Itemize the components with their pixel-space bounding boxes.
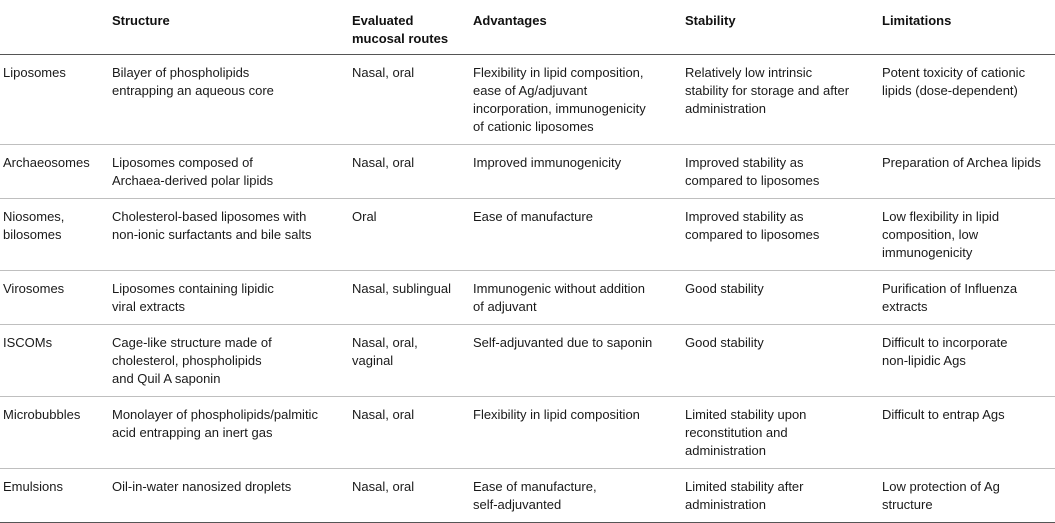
table-row — [0, 469, 1055, 523]
row-name: Archaeosomes — [0, 145, 104, 199]
table-row — [0, 145, 1055, 199]
row-name: Virosomes — [0, 271, 104, 325]
header-name — [0, 0, 104, 55]
row-advantages: Ease of manufacture, self-adjuvanted — [465, 469, 677, 523]
row-structure: Cage-like structure made of cholesterol, phospholipids and Quil A saponin — [104, 325, 344, 397]
row-advantages: Ease of manufacture — [465, 199, 677, 271]
row-name: Niosomes, bilosomes — [0, 199, 104, 271]
row-advantages: Self-adjuvanted due to saponin — [465, 325, 677, 397]
table-row — [0, 325, 1055, 397]
row-limitations: Preparation of Archea lipids — [874, 145, 1055, 199]
row-limitations: Purification of Influenza extracts — [874, 271, 1055, 325]
row-name: Emulsions — [0, 469, 104, 523]
row-limitations: Difficult to incorporate non-lipidic Ags — [874, 325, 1055, 397]
row-advantages: Flexibility in lipid composition, ease of Ag/adjuvant incorporation, immunogenicity of cationic liposomes — [465, 55, 677, 145]
row-advantages: Flexibility in lipid composition — [465, 397, 677, 469]
table-header — [0, 0, 1055, 55]
row-limitations: Potent toxicity of cationic lipids (dose-dependent) — [874, 55, 1055, 145]
row-stability: Relatively low intrinsic stability for storage and after administration — [677, 55, 874, 145]
row-routes: Nasal, oral — [344, 55, 465, 145]
table-row — [0, 55, 1055, 145]
table-row — [0, 271, 1055, 325]
header-row — [0, 0, 1055, 55]
row-name: Liposomes — [0, 55, 104, 145]
row-stability: Improved stability as compared to liposomes — [677, 199, 874, 271]
row-structure: Cholesterol-based liposomes with non-ionic surfactants and bile salts — [104, 199, 344, 271]
header-limitations: Limitations — [874, 0, 1055, 55]
table-row — [0, 397, 1055, 469]
row-structure: Monolayer of phospholipids/palmitic acid entrapping an inert gas — [104, 397, 344, 469]
row-limitations: Low protection of Ag structure — [874, 469, 1055, 523]
row-stability: Limited stability upon reconstitution and administration — [677, 397, 874, 469]
row-advantages: Immunogenic without addition of adjuvant — [465, 271, 677, 325]
header-stability: Stability — [677, 0, 874, 55]
row-routes: Nasal, oral — [344, 469, 465, 523]
table-body — [0, 55, 1055, 523]
row-routes: Nasal, oral, vaginal — [344, 325, 465, 397]
row-advantages: Improved immunogenicity — [465, 145, 677, 199]
row-stability: Limited stability after administration — [677, 469, 874, 523]
row-structure: Oil-in-water nanosized droplets — [104, 469, 344, 523]
row-structure: Liposomes composed of Archaea-derived polar lipids — [104, 145, 344, 199]
row-routes: Nasal, sublingual — [344, 271, 465, 325]
row-limitations: Low flexibility in lipid composition, low immunogenicity — [874, 199, 1055, 271]
row-structure: Liposomes containing lipidic viral extracts — [104, 271, 344, 325]
row-routes: Oral — [344, 199, 465, 271]
row-limitations: Difficult to entrap Ags — [874, 397, 1055, 469]
row-stability: Improved stability as compared to liposomes — [677, 145, 874, 199]
row-structure: Bilayer of phospholipids entrapping an aqueous core — [104, 55, 344, 145]
row-routes: Nasal, oral — [344, 397, 465, 469]
header-routes: Evaluated mucosal routes — [344, 0, 465, 55]
row-name: ISCOMs — [0, 325, 104, 397]
row-routes: Nasal, oral — [344, 145, 465, 199]
header-advantages: Advantages — [465, 0, 677, 55]
header-structure: Structure — [104, 0, 344, 55]
table-row — [0, 199, 1055, 271]
row-stability: Good stability — [677, 325, 874, 397]
row-stability: Good stability — [677, 271, 874, 325]
row-name: Microbubbles — [0, 397, 104, 469]
